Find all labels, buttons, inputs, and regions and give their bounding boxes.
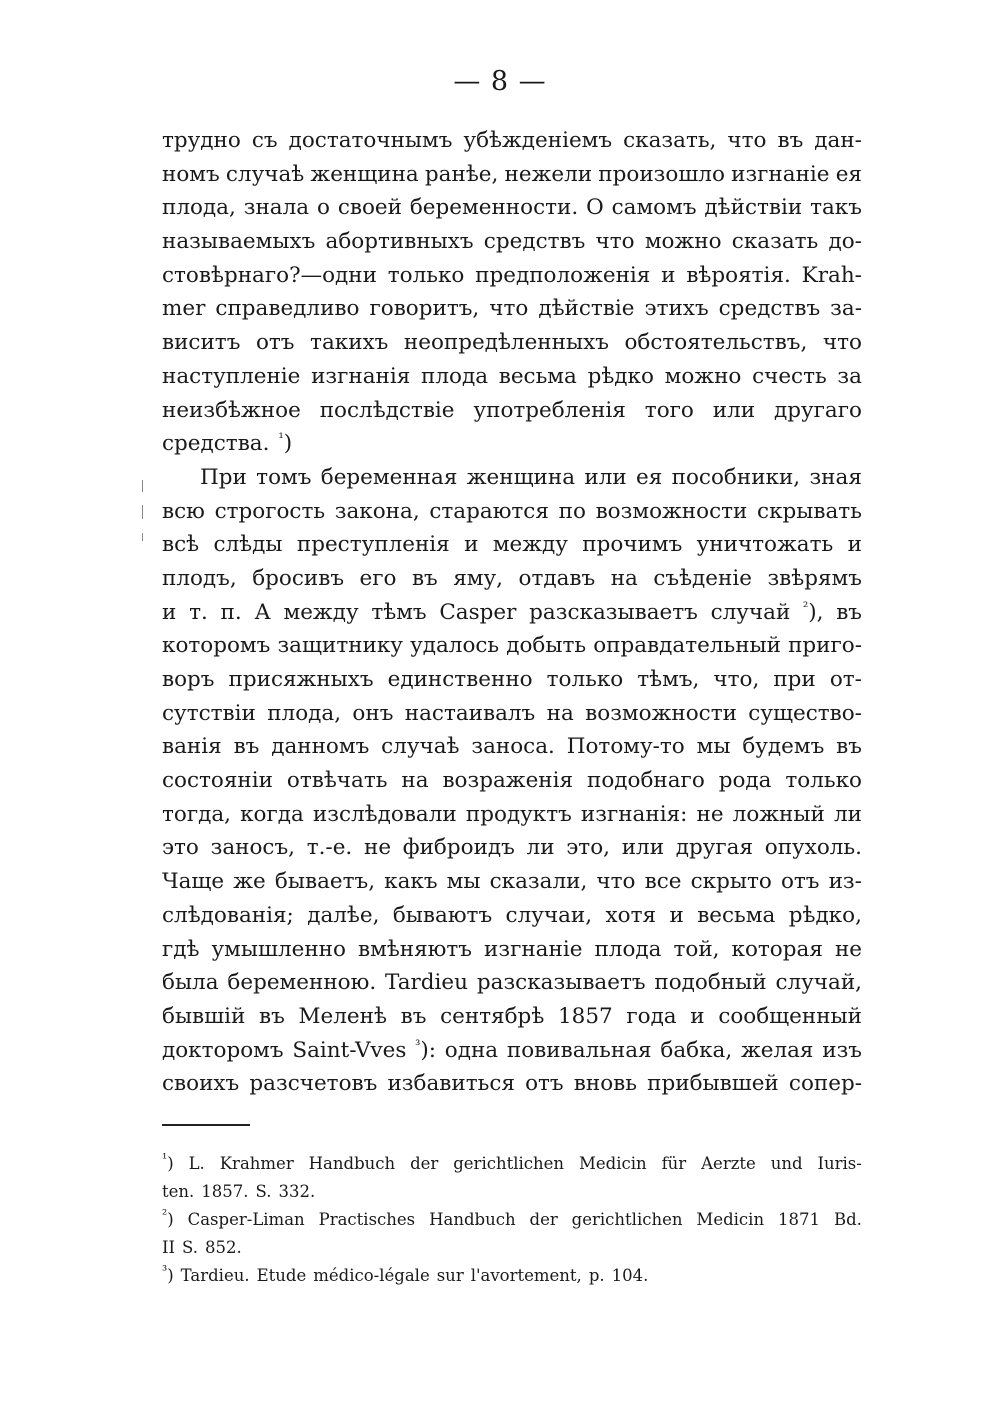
word: сказали, xyxy=(489,869,588,895)
text-line xyxy=(162,933,862,967)
word: до- xyxy=(828,229,862,255)
word: которая xyxy=(731,936,823,962)
word: была xyxy=(162,970,219,996)
word: что, xyxy=(713,667,760,692)
word: подобный xyxy=(654,970,767,996)
word: въ xyxy=(836,734,862,760)
text-line xyxy=(162,259,862,293)
word: ten. xyxy=(162,1182,195,1201)
margin-mark xyxy=(142,533,143,541)
word: разсказываетъ xyxy=(529,599,698,625)
text-line xyxy=(162,697,862,731)
word: 1857. xyxy=(201,1182,249,1201)
word: или xyxy=(584,464,627,490)
word: ранѣе, xyxy=(424,161,499,187)
text-line xyxy=(162,865,862,899)
word: пособники, xyxy=(671,464,801,490)
word: будемъ xyxy=(742,734,825,760)
word: произошло xyxy=(598,161,725,187)
footnote-divider xyxy=(162,1124,250,1126)
word: вмѣняютъ xyxy=(358,936,472,962)
word: отъ xyxy=(525,1071,564,1097)
word: заносъ, xyxy=(210,835,295,861)
word: p. xyxy=(588,1266,605,1285)
word: обстоятельствъ, xyxy=(624,330,808,356)
word: II xyxy=(162,1238,176,1257)
word: всю xyxy=(162,498,205,524)
word: возраженія xyxy=(442,768,574,794)
word: тогда, xyxy=(162,801,231,827)
word: между xyxy=(492,532,568,558)
footnote-line xyxy=(162,1234,862,1262)
word: за xyxy=(837,363,862,389)
word: уничтожать xyxy=(696,532,834,558)
word: закона, xyxy=(334,498,420,524)
word: при xyxy=(773,667,816,692)
word: достаточнымъ xyxy=(288,128,453,153)
word: онъ xyxy=(352,700,394,726)
word: единственно xyxy=(387,667,533,692)
text-line xyxy=(162,326,862,360)
word: преступленія xyxy=(296,532,450,558)
word: дан- xyxy=(814,128,862,153)
word: которомъ xyxy=(162,633,271,659)
word: другаго xyxy=(774,397,862,423)
word: сказать, xyxy=(623,128,717,153)
word: тѣмъ, xyxy=(637,667,700,692)
word: Casper-Liman xyxy=(187,1210,305,1229)
text-line xyxy=(162,596,862,630)
word: S. xyxy=(182,1238,199,1257)
word: бросивъ xyxy=(252,565,344,591)
word: употребленія xyxy=(473,397,626,423)
margin-mark xyxy=(142,505,143,519)
word: Aerzte xyxy=(701,1154,756,1173)
text-line xyxy=(162,495,862,529)
word: $^{^3}$) xyxy=(162,1263,174,1285)
word: и xyxy=(464,532,479,558)
word: 104. xyxy=(611,1266,649,1285)
word: $^{^2}$), xyxy=(803,599,824,625)
word: когда xyxy=(240,801,304,827)
word: же xyxy=(233,869,266,895)
word: изъ xyxy=(822,1037,862,1063)
word: отъ xyxy=(255,330,295,356)
word: убѣжденіемъ xyxy=(463,128,613,153)
word: абортивныхъ xyxy=(325,229,474,255)
word: съѣденіе xyxy=(653,565,752,591)
word: номъ xyxy=(162,161,220,187)
word: или xyxy=(712,397,756,423)
word: о xyxy=(316,195,330,221)
word: томъ xyxy=(256,464,312,490)
word: ложный xyxy=(732,801,825,827)
word: Krahmer xyxy=(219,1154,294,1173)
word: что xyxy=(727,128,767,153)
word: что xyxy=(595,229,635,255)
word: gerichtlichen xyxy=(453,1154,565,1173)
word: не xyxy=(363,835,392,861)
word: случай xyxy=(710,599,791,625)
word: гдѣ xyxy=(162,936,200,962)
page-number: — 8 — xyxy=(453,66,547,97)
word: яму, xyxy=(453,565,504,591)
word: повивальная xyxy=(506,1037,652,1063)
word: избавиться xyxy=(387,1071,515,1097)
text-line xyxy=(162,562,862,596)
word: вновь xyxy=(573,1071,637,1097)
word: разсказываетъ xyxy=(476,970,646,996)
word: наступленіе xyxy=(162,363,301,389)
word: называемыхъ xyxy=(162,229,316,255)
word: 1857 xyxy=(557,1003,613,1029)
word: Iuris- xyxy=(817,1154,862,1173)
word: женщина xyxy=(466,464,576,490)
word: Tardieu xyxy=(385,970,469,996)
word: трудно xyxy=(162,128,241,153)
word: дѣйствіе xyxy=(538,296,635,322)
word: сентябрѣ xyxy=(440,1003,545,1029)
text-line xyxy=(162,629,862,663)
word: $^{^2}$) xyxy=(162,1207,174,1229)
word: за- xyxy=(830,296,862,322)
word: стовѣрнаго?—одни xyxy=(162,262,377,288)
footnotes xyxy=(162,1150,862,1290)
word: стараются xyxy=(429,498,549,524)
word: сказать xyxy=(731,229,819,255)
word: неопредѣленныхъ xyxy=(403,330,609,356)
word: сообщенный xyxy=(718,1003,862,1029)
word: средствъ xyxy=(483,229,586,255)
word: der xyxy=(410,1154,439,1173)
word: докторомъ xyxy=(162,1037,284,1063)
word: своей xyxy=(337,195,402,221)
word: рѣдко, xyxy=(788,902,862,928)
text-line xyxy=(162,1034,862,1068)
word: ея xyxy=(636,464,663,490)
word: что xyxy=(489,296,529,322)
word: беременною. xyxy=(227,970,377,996)
word: предположенія xyxy=(475,262,651,288)
word: Casper xyxy=(439,599,517,625)
word: по xyxy=(558,498,586,524)
word: воръ xyxy=(162,667,215,692)
word: беременная xyxy=(320,464,458,490)
body-text xyxy=(162,124,862,1101)
word: средства. xyxy=(162,431,270,457)
word: весьма xyxy=(697,902,776,928)
text-line xyxy=(162,831,862,865)
word: вѣроятія. xyxy=(686,262,791,288)
text-line xyxy=(162,730,862,764)
word: п. xyxy=(220,599,242,625)
word: Tardieu. xyxy=(180,1266,250,1285)
word: что xyxy=(822,330,862,356)
word: случай, xyxy=(775,970,862,996)
word: все xyxy=(644,869,682,895)
word: слѣды xyxy=(213,532,283,558)
word: Bd. xyxy=(833,1210,862,1229)
word: говоритъ, xyxy=(369,296,480,322)
word: При xyxy=(200,464,247,490)
word: $^{^1}$) xyxy=(162,1151,174,1173)
word: не xyxy=(696,801,724,827)
word: mer xyxy=(162,296,206,322)
word: плодъ, xyxy=(162,565,237,591)
word: бывшій xyxy=(162,1003,246,1029)
word: возможности xyxy=(595,498,748,524)
word: справедливо xyxy=(215,296,360,322)
word: между xyxy=(283,599,359,625)
word: приго- xyxy=(788,633,862,659)
word: состояніи xyxy=(162,768,273,794)
word: und xyxy=(770,1154,803,1173)
word: въ xyxy=(233,734,260,760)
word: Practisches xyxy=(318,1210,416,1229)
text-line xyxy=(162,360,862,394)
text-line xyxy=(162,966,862,1000)
word: sur xyxy=(436,1266,464,1285)
word: и xyxy=(669,902,684,928)
word: случаи, xyxy=(505,902,593,928)
word: въ xyxy=(259,1003,285,1029)
word: и xyxy=(162,599,177,625)
word: въ xyxy=(777,128,804,153)
word: Handbuch xyxy=(308,1154,396,1173)
word: беременности. xyxy=(409,195,579,221)
word: что xyxy=(596,869,636,895)
word: отдавъ xyxy=(518,565,596,591)
word: и xyxy=(847,532,862,558)
word: удалось xyxy=(410,633,500,659)
word: für xyxy=(661,1154,687,1173)
word: другая xyxy=(675,835,754,861)
word: случаѣ xyxy=(225,161,305,187)
word: на xyxy=(401,768,429,794)
word: ея xyxy=(835,161,862,187)
word: далѣе, xyxy=(307,902,380,928)
word: одна xyxy=(444,1037,499,1063)
word: года xyxy=(626,1003,677,1029)
word: 852. xyxy=(205,1238,242,1257)
text-line xyxy=(162,292,862,326)
word: женщина xyxy=(310,161,419,187)
word: случаѣ xyxy=(381,734,460,760)
word: продуктъ xyxy=(465,801,572,827)
word: ли xyxy=(833,801,862,827)
word: и xyxy=(661,262,676,288)
text-line xyxy=(162,124,862,158)
word: Etude xyxy=(256,1266,307,1285)
word: на xyxy=(546,700,574,726)
text-line xyxy=(162,191,862,225)
word: Меленѣ xyxy=(298,1003,387,1029)
footnote-line xyxy=(162,1150,862,1178)
word: Medicin xyxy=(578,1154,647,1173)
text-line xyxy=(162,899,862,933)
word: своихъ xyxy=(162,1071,240,1097)
word: дѣйствіи xyxy=(704,195,803,221)
word: рѣдко xyxy=(587,363,654,389)
margin-mark xyxy=(142,480,143,492)
word: бываетъ, xyxy=(274,869,376,895)
word: бываютъ xyxy=(392,902,493,928)
word: въ xyxy=(411,565,438,591)
word: скрывать xyxy=(757,498,862,524)
word: только xyxy=(387,262,465,288)
word: $^{^1}$) xyxy=(278,431,293,457)
word: такихъ xyxy=(310,330,389,356)
word: можно xyxy=(644,229,722,255)
word: плода xyxy=(594,936,662,962)
word: плода xyxy=(421,363,489,389)
word: или xyxy=(621,835,665,861)
word: добыть xyxy=(506,633,587,659)
word: gerichtlichen xyxy=(571,1210,683,1229)
word: скрыто xyxy=(690,869,772,895)
word: тѣмъ xyxy=(371,599,427,625)
word: его xyxy=(359,565,397,591)
word: т.-е. xyxy=(306,835,353,861)
word: плода, xyxy=(162,195,236,221)
word: нежели xyxy=(504,161,593,187)
word: Medicin xyxy=(696,1210,765,1229)
text-line xyxy=(162,225,862,259)
word: Потому-то xyxy=(566,734,685,760)
word: А xyxy=(254,599,271,625)
word: рода xyxy=(718,768,772,794)
word: неизбѣжное xyxy=(162,397,301,423)
word: счесть xyxy=(752,363,827,389)
word: самомъ xyxy=(611,195,697,221)
word: слѣдованія; xyxy=(162,902,294,928)
word: 1871 xyxy=(778,1210,821,1229)
word: S. xyxy=(255,1182,272,1201)
word: подобнаго xyxy=(587,768,705,794)
text-line xyxy=(162,1067,862,1101)
word: хотя xyxy=(605,902,657,928)
word: существо- xyxy=(748,700,862,726)
text-line xyxy=(162,461,862,495)
word: только xyxy=(546,667,624,692)
word: т. xyxy=(189,599,208,625)
word: защитнику xyxy=(277,633,403,659)
text-line xyxy=(162,798,862,832)
word: der xyxy=(529,1210,558,1229)
word: изслѣдовали xyxy=(312,801,457,827)
word: médico-légale xyxy=(313,1266,430,1285)
word: опухоль. xyxy=(764,835,862,861)
word: возможности xyxy=(585,700,737,726)
word: на xyxy=(610,565,638,591)
word: настаивалъ xyxy=(404,700,536,726)
word: строгость xyxy=(214,498,326,524)
word: бабка, xyxy=(660,1037,733,1063)
word: въ xyxy=(836,599,862,625)
word: послѣдствіе xyxy=(319,397,455,423)
word: въ xyxy=(400,1003,427,1029)
word: можно xyxy=(664,363,742,389)
word: такъ xyxy=(810,195,862,221)
text-line xyxy=(162,1000,862,1034)
word: оправдательный xyxy=(593,633,781,659)
word: изгнанія: xyxy=(580,801,688,827)
word: средствъ xyxy=(718,296,821,322)
word: разсчетовъ xyxy=(249,1071,378,1097)
word: изгнаніе xyxy=(484,936,583,962)
word: знала xyxy=(243,195,310,221)
word: L. xyxy=(188,1154,205,1173)
word: это, xyxy=(566,835,610,861)
text-line xyxy=(162,663,862,697)
word: всѣ xyxy=(162,532,200,558)
word: $^{^3}$): xyxy=(415,1037,437,1063)
text-line xyxy=(162,528,862,562)
word: умышленно xyxy=(211,936,346,962)
text-line xyxy=(162,427,862,461)
word: не xyxy=(834,936,862,962)
word: зная xyxy=(809,464,862,490)
word: из- xyxy=(828,869,862,895)
word: отвѣчать xyxy=(286,768,388,794)
word: этихъ xyxy=(644,296,709,322)
word: от- xyxy=(829,667,862,692)
word: 332. xyxy=(278,1182,316,1201)
word: той, xyxy=(673,936,720,962)
word: Чаще xyxy=(162,869,225,895)
word: отъ xyxy=(780,869,820,895)
word: сопер- xyxy=(788,1071,862,1097)
word: съ xyxy=(251,128,278,153)
word: сутствіи xyxy=(162,700,256,726)
word: данномъ xyxy=(271,734,370,760)
word: это xyxy=(162,835,199,861)
word: плода, xyxy=(267,700,342,726)
word: фиброидъ xyxy=(402,835,515,861)
text-line xyxy=(162,764,862,798)
word: О xyxy=(586,195,604,221)
word: мы xyxy=(446,869,481,895)
word: желая xyxy=(740,1037,814,1063)
word: присяжныхъ xyxy=(228,667,374,692)
word: звѣрямъ xyxy=(767,565,862,591)
word: прибывшей xyxy=(647,1071,779,1097)
word: l'avortement, xyxy=(470,1266,582,1285)
footnote-line xyxy=(162,1178,862,1206)
text-line xyxy=(162,394,862,428)
word: весьма xyxy=(498,363,577,389)
word: только xyxy=(785,768,862,794)
word: прочимъ xyxy=(582,532,683,558)
text-line xyxy=(162,158,862,192)
word: заноса. xyxy=(471,734,555,760)
word: какъ xyxy=(384,869,438,895)
word: Krah- xyxy=(801,262,862,288)
word: ли xyxy=(526,835,555,861)
word: ванія xyxy=(162,734,222,760)
footnote-line xyxy=(162,1262,862,1290)
word: Saint-Vves xyxy=(292,1037,407,1063)
word: Handbuch xyxy=(429,1210,516,1229)
word: мы xyxy=(696,734,731,760)
word: виситъ xyxy=(162,330,241,356)
word: изгнаніе xyxy=(731,161,830,187)
footnote-line xyxy=(162,1206,862,1234)
word: того xyxy=(644,397,694,423)
word: и xyxy=(690,1003,705,1029)
word: изгнанія xyxy=(311,363,411,389)
